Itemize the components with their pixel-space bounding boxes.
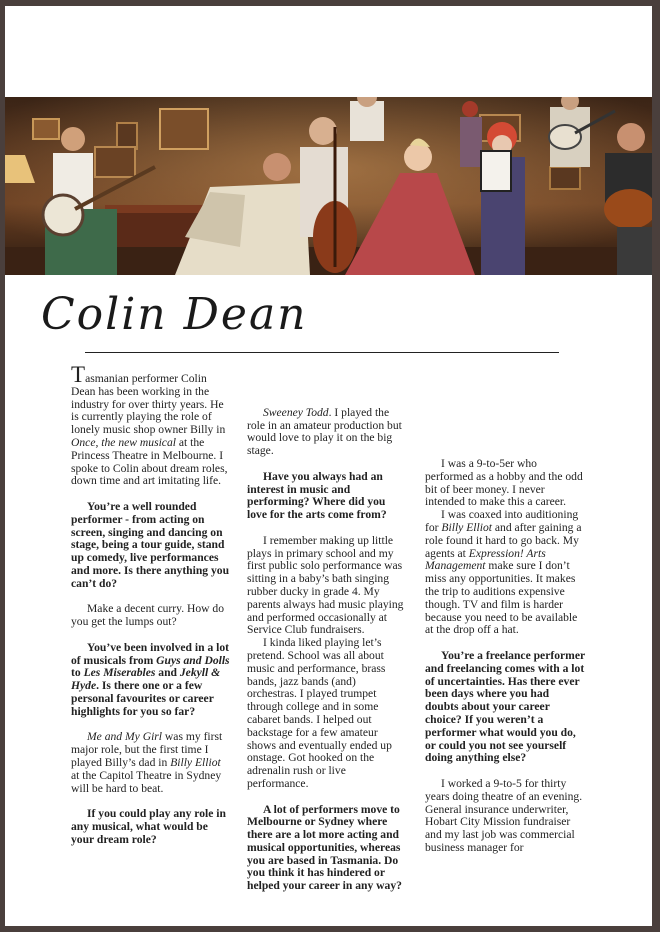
article-title: Colin Dean — [41, 289, 308, 340]
answer-3: Sweeney Todd. I played the role in an amateur production but would love to play it on the big stage. — [247, 405, 402, 458]
answer-4-paragraph-2: I kinda liked playing let’s pretend. School was all about music and performance, brass bands, jazz bands (and) orchestras. I played trumpet through college and in some cabaret bands. I helped out backstage for a few amateur shows and eventually ended up onstage. Got hooked on the adrenalin rush or live performance. — [247, 636, 392, 790]
answer-2: Me and My Girl was my first major role, but the first time I played Billy’s dad in Billy Elliot at the Capitol Theatre in Sydney will be hard to beat. — [71, 730, 223, 795]
answer-5-paragraph-1: I was a 9-to-5er who performed as a hobby and the odd bit of beer money. I never intended to make this a career. — [425, 457, 583, 509]
text-column-1 — [71, 362, 231, 846]
magazine-page — [5, 6, 652, 926]
answer-1: Make a decent curry. How do you get the lumps out? — [71, 602, 225, 629]
question-4: Have you always had an interest in music and performing? Where did you love for the arts come from? — [247, 469, 387, 522]
text-column-3 — [425, 458, 585, 855]
title-divider — [85, 352, 559, 353]
question-3: If you could play any role in any musical, what would be your dream role? — [71, 807, 226, 846]
question-6: You’re a freelance performer and freelancing comes with a lot of uncertainties. Has there ever been days where you had doubts about your career choice? If you weren’t a performer what would you do, or could you not see yourself doing anything else? — [425, 648, 585, 765]
cast-photo-banner — [5, 97, 652, 275]
question-2: You’ve been involved in a lot of musicals from Guys and Dolls to Les Miserables and Jekyll & Hyde. Is there one or a few personal favourites or career highlights for you so far? — [71, 640, 230, 718]
text-column-2 — [247, 394, 407, 893]
question-5: A lot of performers move to Melbourne or Sydney where there are a lot more acting and musical opportunities, whereas you are based in Tasmania. Do you think it has hindered or helped your career in any way? — [247, 802, 402, 893]
intro-paragraph: Tasmanian performer Colin Dean has been working in the industry for over thirty years. He is currently playing the role of lonely music shop owner Billy in Once, the new musical at the Princess Theatre in Melbourne. I spoke to Colin about dream roles, down time and art imitating life. — [71, 362, 228, 488]
answer-4-paragraph-1: I remember making up little plays in primary school and my first public solo performance was sitting in a baby’s bath singing rubber ducky in grade 4. My parents always had music playing and performed occasionally at Service Club fundraisers. — [247, 533, 404, 637]
answer-5-paragraph-2: I was coaxed into auditioning for Billy Elliot and after gaining a role found it hard to go back. My agents at Expression! Arts Management make sure I don’t miss any opportunities. It makes the trip to auditions expensive though. TV and film is harder because you need to be available at the drop off a hat. — [425, 508, 582, 637]
answer-6: I worked a 9-to-5 for thirty years doing theatre of an evening. General insurance underwriter, Hobart City Mission fundraiser and my last job was commercial business manager for — [425, 776, 583, 854]
stage-photo — [5, 97, 652, 275]
question-1: You’re a well rounded performer - from acting on screen, singing and dancing on stage, being a tour guide, stand up comedy, live performances and more. Is there anything you can’t do? — [71, 499, 230, 590]
drop-cap: T — [71, 362, 86, 387]
